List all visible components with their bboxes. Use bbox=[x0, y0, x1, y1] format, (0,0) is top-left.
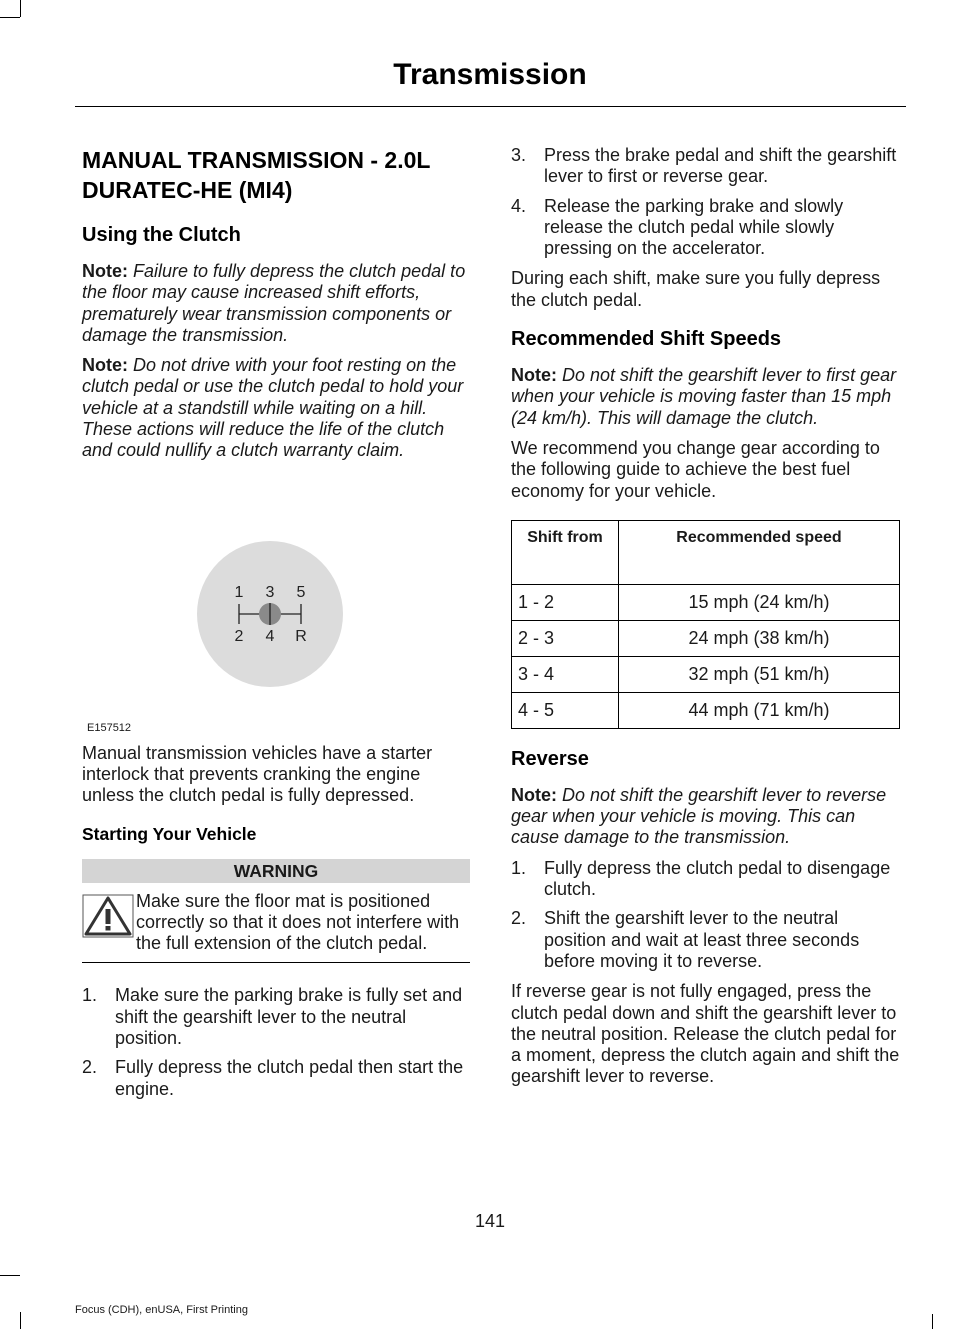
shift-speeds-table bbox=[511, 520, 900, 729]
gear-label: 3 bbox=[265, 583, 275, 601]
step-number: 1. bbox=[511, 857, 527, 878]
table-cell: 24 mph (38 km/h) bbox=[618, 620, 899, 656]
table-cell: 1 - 2 bbox=[512, 584, 619, 620]
column-header: Recommended speed bbox=[618, 520, 899, 584]
start-steps-continued bbox=[511, 145, 900, 259]
warning-text: Make sure the floor mat is positioned correctly so that it does not interfere with the full extension of the clutch pedal. bbox=[136, 890, 460, 954]
note-text: Do not drive with your foot resting on the clutch pedal or use the clutch pedal to hold your vehicle at a standstill while waiting on a hill. These actions will reduce the life of the clutch and could nullify a clutch warranty claim. bbox=[82, 355, 464, 461]
starting-heading: Starting Your Vehicle bbox=[82, 823, 257, 844]
right-column bbox=[511, 145, 900, 1097]
step-number: 1. bbox=[82, 985, 98, 1006]
gear-pattern-figure bbox=[82, 471, 470, 743]
reverse-steps bbox=[511, 858, 900, 972]
page-title: Transmission bbox=[393, 58, 587, 91]
note-label: Note: bbox=[511, 784, 557, 805]
table-cell: 44 mph (71 km/h) bbox=[618, 692, 899, 728]
figure-id: E157512 bbox=[87, 721, 132, 734]
gear-label: 5 bbox=[296, 583, 306, 601]
table-cell: 2 - 3 bbox=[512, 620, 619, 656]
reverse-heading: Reverse bbox=[511, 747, 589, 770]
title-rule bbox=[75, 106, 906, 107]
recommend-text: We recommend you change gear according to the following guide to achieve the best fuel economy for your vehicle. bbox=[511, 437, 880, 501]
note-first-gear bbox=[511, 365, 900, 429]
table-row bbox=[512, 620, 900, 656]
crop-mark bbox=[932, 1314, 933, 1329]
warning-header: WARNING bbox=[82, 859, 470, 883]
note-text: Failure to fully depress the clutch pedal to the floor may cause increased shift efforts, prematurely wear transmission components or damage the transmission. bbox=[82, 261, 466, 345]
table-cell: 15 mph (24 km/h) bbox=[618, 584, 899, 620]
gear-label: 2 bbox=[234, 627, 244, 645]
crop-mark bbox=[20, 1312, 21, 1329]
clutch-heading: Using the Clutch bbox=[82, 224, 241, 246]
crop-mark bbox=[0, 1275, 20, 1276]
step-number: 2. bbox=[82, 1057, 98, 1078]
column-header: Shift from bbox=[512, 520, 619, 584]
step-text: Fully depress the clutch pedal then start the engine. bbox=[115, 1057, 464, 1099]
step-number: 3. bbox=[511, 145, 527, 165]
start-steps bbox=[82, 985, 470, 1099]
left-column bbox=[82, 145, 470, 1109]
list-item bbox=[511, 908, 900, 972]
warning-body bbox=[82, 883, 470, 963]
list-item bbox=[82, 985, 470, 1049]
step-text: Press the brake pedal and shift the gearshift lever to first or reverse gear. bbox=[544, 145, 897, 187]
step-number: 4. bbox=[511, 195, 527, 216]
gear-label: 4 bbox=[265, 627, 275, 645]
list-item bbox=[511, 858, 900, 901]
gear-label: 1 bbox=[234, 583, 244, 601]
table-cell: 3 - 4 bbox=[512, 656, 619, 692]
section-heading: MANUAL TRANSMISSION - 2.0L DURATEC-HE (MI4) bbox=[82, 147, 431, 203]
table-cell: 32 mph (51 km/h) bbox=[618, 656, 899, 692]
note-clutch-depress bbox=[82, 261, 470, 346]
note-text: Do not shift the gearshift lever to reverse gear when your vehicle is moving. This can cause damage to the transmission. bbox=[511, 784, 887, 848]
warning-triangle-icon bbox=[82, 894, 134, 938]
edition-footer: Focus (CDH), enUSA, First Printing bbox=[75, 1304, 248, 1316]
step-text: Shift the gearshift lever to the neutral position and wait at least three seconds before moving it to reverse. bbox=[544, 908, 860, 971]
step-text: Fully depress the clutch pedal to disengage clutch. bbox=[544, 857, 891, 900]
note-text: Do not shift the gearshift lever to first gear when your vehicle is moving faster than 15 mph (24 km/h). This will damage the clutch. bbox=[511, 365, 897, 428]
table-row bbox=[512, 656, 900, 692]
gear-label: R bbox=[295, 627, 307, 645]
crop-mark bbox=[20, 0, 21, 17]
note-foot-resting bbox=[82, 355, 470, 461]
crop-mark bbox=[0, 17, 20, 18]
each-shift-text: During each shift, make sure you fully depress the clutch pedal. bbox=[511, 268, 881, 310]
note-reverse bbox=[511, 785, 900, 849]
step-number: 2. bbox=[511, 908, 527, 929]
step-text: Release the parking brake and slowly release the clutch pedal while slowly pressing on the accelerator. bbox=[544, 195, 844, 259]
list-item bbox=[82, 1057, 470, 1100]
reverse-text: If reverse gear is not fully engaged, press the clutch pedal down and shift the gearshift lever to the neutral position. Release the clutch pedal for a moment, depress the clutch again and shift the gearshift lever to reverse. bbox=[511, 981, 900, 1087]
step-text: Make sure the parking brake is fully set and shift the gearshift lever to the neutral position. bbox=[115, 985, 463, 1049]
shift-speeds-heading: Recommended Shift Speeds bbox=[511, 328, 782, 351]
list-item bbox=[511, 145, 900, 188]
list-item bbox=[511, 196, 900, 260]
table-cell: 4 - 5 bbox=[512, 692, 619, 728]
note-label: Note: bbox=[511, 365, 557, 386]
table-row bbox=[512, 692, 900, 728]
page-number: 141 bbox=[474, 1211, 506, 1231]
gear-shift-pattern-icon bbox=[197, 541, 343, 687]
warning-rule bbox=[82, 962, 470, 963]
note-label: Note: bbox=[82, 261, 128, 281]
note-label: Note: bbox=[82, 355, 128, 376]
table-row bbox=[512, 584, 900, 620]
table-header-row bbox=[512, 520, 900, 584]
interlock-text: Manual transmission vehicles have a starter interlock that prevents cranking the engine unless the clutch pedal is fully depressed. bbox=[82, 742, 433, 806]
